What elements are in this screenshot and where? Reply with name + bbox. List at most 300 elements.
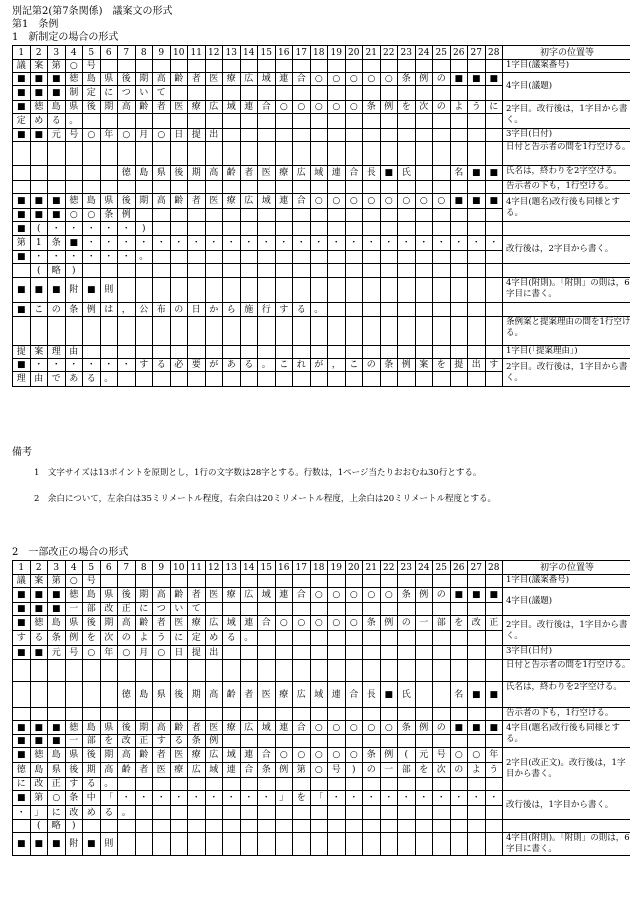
char-cell: 医 (170, 616, 188, 631)
char-cell (328, 833, 346, 856)
char-cell: 公 (135, 303, 153, 317)
char-cell (433, 575, 451, 588)
char-cell (293, 181, 311, 194)
char-cell (170, 142, 188, 166)
char-cell: あ (65, 372, 83, 387)
position-note: 3字目(日付) (503, 646, 630, 660)
char-cell (65, 181, 83, 194)
char-cell: る (30, 631, 48, 646)
char-cell (13, 660, 31, 682)
char-cell: ・ (450, 236, 468, 251)
char-cell: 例 (415, 73, 433, 86)
char-cell: ら (223, 303, 241, 317)
char-cell: つ (153, 603, 171, 616)
char-cell (345, 346, 363, 359)
char-cell: ○ (293, 616, 311, 631)
char-cell: 「 (310, 791, 328, 806)
char-cell (293, 660, 311, 682)
char-cell: 齢 (170, 73, 188, 86)
char-cell: 広 (240, 194, 258, 209)
char-cell: ○ (328, 588, 346, 603)
char-cell: ■ (30, 73, 48, 86)
char-cell: 療 (223, 721, 241, 735)
char-cell (328, 778, 346, 791)
char-cell (135, 778, 153, 791)
char-cell: ( (30, 264, 48, 278)
char-cell (398, 264, 416, 278)
char-cell (275, 735, 293, 748)
char-cell (310, 735, 328, 748)
char-cell: ■ (13, 73, 31, 86)
char-cell (153, 317, 171, 346)
char-cell: ■ (30, 278, 48, 303)
char-cell: 県 (100, 588, 118, 603)
column-number: 22 (380, 46, 398, 60)
char-cell: 後 (83, 101, 101, 114)
char-cell (258, 603, 276, 616)
char-cell: ■ (48, 833, 66, 856)
char-cell: 高 (153, 721, 171, 735)
char-cell (433, 251, 451, 264)
char-cell: 島 (48, 616, 66, 631)
column-number: 9 (153, 46, 171, 60)
char-cell: ○ (310, 73, 328, 86)
char-cell: ○ (65, 575, 83, 588)
char-cell: こ (30, 303, 48, 317)
form-row (13, 708, 630, 721)
char-cell: ○ (83, 129, 101, 142)
char-cell: 次 (100, 631, 118, 646)
char-cell: ■ (48, 735, 66, 748)
char-cell: 期 (188, 166, 206, 181)
char-cell (468, 209, 486, 222)
char-cell: 広 (293, 166, 311, 181)
char-cell: 医 (170, 101, 188, 114)
char-cell: ・ (275, 236, 293, 251)
char-cell (205, 660, 223, 682)
char-cell (363, 575, 381, 588)
char-cell: 島 (83, 588, 101, 603)
char-cell (275, 222, 293, 236)
char-cell: 齢 (223, 682, 241, 708)
char-cell: こ (275, 359, 293, 372)
char-cell: 条 (258, 763, 276, 778)
char-cell (398, 735, 416, 748)
char-cell (83, 346, 101, 359)
position-note: 4字目(附則)。「附則」の則は，6字目に書く。 (503, 833, 630, 856)
char-cell: 島 (48, 748, 66, 763)
char-cell: ○ (153, 646, 171, 660)
char-cell: 徳 (65, 588, 83, 603)
char-cell: ○ (293, 101, 311, 114)
form-row (13, 73, 630, 86)
char-cell (223, 806, 241, 820)
appendix-title: 別記第2(第7条関係) 議案文の形式 (12, 6, 173, 17)
char-cell: 県 (153, 682, 171, 708)
char-cell: 合 (345, 166, 363, 181)
char-cell (205, 778, 223, 791)
char-cell (310, 660, 328, 682)
char-cell (345, 142, 363, 166)
char-cell (170, 222, 188, 236)
char-cell: 者 (188, 73, 206, 86)
char-cell: 条 (398, 73, 416, 86)
char-cell (240, 735, 258, 748)
char-cell (223, 833, 241, 856)
char-cell: ・ (328, 791, 346, 806)
char-cell (83, 660, 101, 682)
char-cell (363, 631, 381, 646)
char-cell: ・ (258, 236, 276, 251)
char-cell: ○ (380, 588, 398, 603)
char-cell (485, 372, 503, 387)
char-cell (205, 278, 223, 303)
char-cell: す (135, 359, 153, 372)
char-cell (328, 129, 346, 142)
char-cell (310, 346, 328, 359)
char-cell (153, 708, 171, 721)
form-row (13, 748, 630, 763)
char-cell: 日 (170, 129, 188, 142)
char-cell: 連 (275, 588, 293, 603)
form-row (13, 791, 630, 806)
char-cell: 例 (205, 735, 223, 748)
char-cell (328, 251, 346, 264)
form-row (13, 236, 630, 251)
char-cell (170, 86, 188, 101)
char-cell: ■ (13, 833, 31, 856)
form-row (13, 660, 630, 682)
char-cell: は (100, 303, 118, 317)
char-cell (205, 114, 223, 129)
char-cell (118, 114, 136, 129)
char-cell: 。 (310, 303, 328, 317)
char-cell (310, 264, 328, 278)
column-number: 15 (258, 46, 276, 60)
char-cell (485, 646, 503, 660)
char-cell (293, 209, 311, 222)
char-cell: 療 (188, 616, 206, 631)
char-cell (380, 631, 398, 646)
char-cell (398, 278, 416, 303)
char-cell: ○ (363, 73, 381, 86)
remark-1: 1 文字サイズは13ポイントを原則とし，1行の文字数は28字とする。行数は，1ページ当たりおおむね30行とする。 (34, 468, 482, 478)
char-cell (468, 603, 486, 616)
char-cell (468, 278, 486, 303)
char-cell: 徳 (118, 682, 136, 708)
char-cell: 条 (363, 101, 381, 114)
char-cell: 高 (153, 588, 171, 603)
char-cell: が (205, 359, 223, 372)
char-cell (258, 222, 276, 236)
column-number: 24 (415, 561, 433, 575)
char-cell (450, 60, 468, 73)
remarks-title: 備考 (12, 447, 32, 458)
char-cell (275, 60, 293, 73)
char-cell (258, 142, 276, 166)
char-cell (468, 264, 486, 278)
char-cell (380, 833, 398, 856)
char-cell (205, 806, 223, 820)
char-cell (65, 708, 83, 721)
char-cell (468, 660, 486, 682)
column-number: 1 (13, 46, 31, 60)
char-cell (345, 372, 363, 387)
column-number: 11 (188, 46, 206, 60)
char-cell (328, 264, 346, 278)
char-cell (188, 181, 206, 194)
char-cell (398, 209, 416, 222)
char-cell: 出 (205, 129, 223, 142)
char-cell (310, 778, 328, 791)
char-cell (310, 646, 328, 660)
char-cell (170, 346, 188, 359)
char-cell (205, 372, 223, 387)
char-cell: 改 (118, 735, 136, 748)
char-cell (293, 222, 311, 236)
char-cell: ・ (433, 791, 451, 806)
char-cell: 案 (30, 346, 48, 359)
char-cell: 域 (310, 682, 328, 708)
char-cell: 後 (83, 748, 101, 763)
char-cell: 後 (65, 763, 83, 778)
char-cell: ■ (48, 209, 66, 222)
char-cell (415, 166, 433, 181)
char-cell (118, 264, 136, 278)
char-cell: ○ (345, 616, 363, 631)
char-cell: ○ (310, 616, 328, 631)
char-cell (188, 372, 206, 387)
form-row (13, 359, 630, 372)
char-cell: 提 (188, 646, 206, 660)
char-cell (468, 631, 486, 646)
char-cell: ・ (468, 791, 486, 806)
char-cell (293, 735, 311, 748)
char-cell: 後 (170, 682, 188, 708)
char-cell: 正 (135, 735, 153, 748)
form-row (13, 682, 630, 708)
char-cell: で (48, 372, 66, 387)
char-cell: ■ (13, 721, 31, 735)
char-cell (380, 735, 398, 748)
char-cell: に (13, 778, 31, 791)
char-cell: ○ (310, 588, 328, 603)
char-cell (293, 372, 311, 387)
char-cell (100, 346, 118, 359)
char-cell: ・ (170, 791, 188, 806)
char-cell: 県 (65, 616, 83, 631)
char-cell (398, 631, 416, 646)
char-cell (485, 778, 503, 791)
char-cell: 徳 (30, 748, 48, 763)
char-cell (223, 575, 241, 588)
char-cell (188, 60, 206, 73)
char-cell: 。 (118, 806, 136, 820)
char-cell: 期 (135, 73, 153, 86)
char-cell (468, 806, 486, 820)
char-cell: ○ (328, 616, 346, 631)
char-cell (293, 114, 311, 129)
char-cell (450, 778, 468, 791)
char-cell: ・ (240, 236, 258, 251)
char-cell (188, 264, 206, 278)
char-cell: 者 (188, 588, 206, 603)
char-cell (485, 222, 503, 236)
char-cell: 者 (188, 194, 206, 209)
char-cell: 月 (135, 646, 153, 660)
form-row (13, 833, 630, 856)
char-cell (415, 222, 433, 236)
char-cell (275, 142, 293, 166)
char-cell (135, 833, 153, 856)
char-cell (485, 806, 503, 820)
char-cell: ○ (328, 73, 346, 86)
char-cell (433, 346, 451, 359)
char-cell (380, 646, 398, 660)
char-cell: 年 (100, 129, 118, 142)
char-cell (83, 682, 101, 708)
char-cell (205, 820, 223, 833)
char-cell (240, 114, 258, 129)
char-cell (30, 708, 48, 721)
column-number: 13 (223, 561, 241, 575)
char-cell (275, 708, 293, 721)
char-cell (240, 222, 258, 236)
char-cell (223, 181, 241, 194)
form-row (13, 616, 630, 631)
column-number: 5 (83, 46, 101, 60)
position-note (503, 820, 630, 833)
char-cell: ■ (13, 194, 31, 209)
char-cell: よ (468, 763, 486, 778)
char-cell: ■ (48, 603, 66, 616)
char-cell: ■ (485, 721, 503, 735)
char-cell: 療 (275, 682, 293, 708)
char-cell (363, 142, 381, 166)
char-cell: に (485, 101, 503, 114)
char-cell: 徳 (65, 73, 83, 86)
char-cell (363, 660, 381, 682)
char-cell: 改 (100, 603, 118, 616)
char-cell (170, 660, 188, 682)
char-cell: 広 (188, 763, 206, 778)
char-cell (170, 575, 188, 588)
char-cell: ○ (65, 209, 83, 222)
char-cell (258, 372, 276, 387)
char-cell: ・ (205, 236, 223, 251)
char-cell: 定 (188, 631, 206, 646)
char-cell (118, 278, 136, 303)
char-cell (450, 833, 468, 856)
char-cell (275, 278, 293, 303)
char-cell: ■ (48, 721, 66, 735)
char-cell (205, 833, 223, 856)
char-cell (433, 660, 451, 682)
char-cell (118, 575, 136, 588)
char-cell: 者 (153, 101, 171, 114)
char-cell (380, 60, 398, 73)
char-cell (485, 129, 503, 142)
char-cell: ■ (30, 721, 48, 735)
position-note (503, 264, 630, 278)
char-cell: 合 (258, 748, 276, 763)
char-cell: 例 (380, 101, 398, 114)
column-number: 7 (118, 46, 136, 60)
char-cell: ■ (13, 222, 31, 236)
char-cell: 元 (48, 129, 66, 142)
char-cell (468, 317, 486, 346)
char-cell: 名 (450, 166, 468, 181)
char-cell: ■ (83, 278, 101, 303)
remark-2: 2 余白について，左余白は35ミリメートル程度，右余白は20ミリメートル程度，上余白は20ミリメートル程度とする。 (34, 494, 497, 504)
char-cell (345, 806, 363, 820)
char-cell (398, 372, 416, 387)
char-cell (415, 317, 433, 346)
char-cell (433, 806, 451, 820)
char-cell (398, 820, 416, 833)
char-cell (415, 142, 433, 166)
char-cell (415, 682, 433, 708)
char-cell (100, 820, 118, 833)
column-number: 2 (30, 46, 48, 60)
char-cell: ■ (48, 588, 66, 603)
char-cell: 県 (65, 748, 83, 763)
char-cell: 域 (258, 721, 276, 735)
form-row (13, 142, 630, 166)
char-cell: か (205, 303, 223, 317)
column-number: 3 (48, 46, 66, 60)
char-cell: 略 (48, 264, 66, 278)
char-cell: 島 (30, 763, 48, 778)
char-cell: ■ (30, 86, 48, 101)
char-cell (205, 86, 223, 101)
char-cell (433, 820, 451, 833)
char-cell: ) (345, 763, 363, 778)
char-cell: 理 (13, 372, 31, 387)
char-cell: ■ (485, 73, 503, 86)
char-cell: れ (293, 359, 311, 372)
char-cell (275, 264, 293, 278)
char-cell (310, 251, 328, 264)
char-cell: 後 (118, 73, 136, 86)
char-cell: 次 (415, 101, 433, 114)
char-cell (345, 735, 363, 748)
position-note: 3字目(日付) (503, 129, 630, 142)
char-cell (433, 222, 451, 236)
char-cell: 医 (153, 763, 171, 778)
position-note: 改行後は，2字目から書く。 (503, 236, 630, 264)
char-cell: 療 (223, 194, 241, 209)
char-cell: 条 (398, 721, 416, 735)
form-row (13, 264, 630, 278)
char-cell: 提 (450, 359, 468, 372)
char-cell: 期 (135, 721, 153, 735)
char-cell: 者 (188, 721, 206, 735)
char-cell (450, 86, 468, 101)
char-cell (188, 833, 206, 856)
char-cell (328, 317, 346, 346)
char-cell: ○ (363, 194, 381, 209)
char-cell (205, 603, 223, 616)
char-cell: ■ (48, 86, 66, 101)
char-cell (100, 142, 118, 166)
char-cell (293, 346, 311, 359)
char-cell (13, 166, 31, 181)
form-row (13, 278, 630, 303)
char-cell (153, 114, 171, 129)
char-cell: 期 (100, 616, 118, 631)
char-cell (433, 86, 451, 101)
